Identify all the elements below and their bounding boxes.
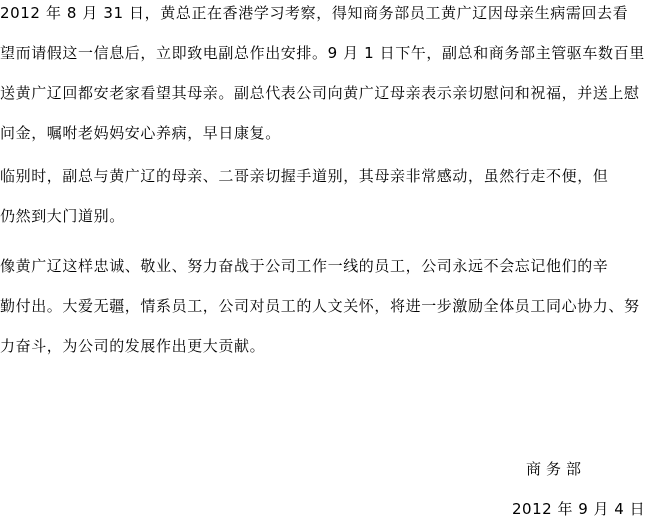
paragraph-1-line-2: 望而请假这一信息后，立即致电副总作出安排。9 月 1 日下午，副总和商务部主管驱车数百里 [0,44,645,62]
paragraph-3-line-3: 力奋斗，为公司的发展作出更大贡献。 [0,337,266,355]
paragraph-2-line-2: 仍然到大门道别。 [0,207,125,225]
signature-department: 商务部 [526,460,587,478]
paragraph-1-line-1: 2012 年 8 月 31 日，黄总正在香港学习考察，得知商务部员工黄广辽因母亲生病需回去看 [0,4,629,22]
paragraph-1-line-4: 问金，嘱咐老妈妈安心养病，早日康复。 [0,124,281,142]
paragraph-2-line-1: 临别时，副总与黄广辽的母亲、二哥亲切握手道别，其母亲非常感动，虽然行走不便，但 [0,167,609,185]
signature-date: 2012 年 9 月 4 日 [512,500,646,518]
paragraph-1-line-3: 送黄广辽回都安老家看望其母亲。副总代表公司向黄广辽母亲表示亲切慰问和祝福，并送上慰 [0,84,640,102]
paragraph-3-line-1: 像黄广辽这样忠诚、敬业、努力奋战于公司工作一线的员工，公司永远不会忘记他们的辛 [0,257,609,275]
paragraph-3-line-2: 勤付出。大爱无疆，情系员工，公司对员工的人文关怀，将进一步激励全体员工同心协力、努 [0,297,640,315]
